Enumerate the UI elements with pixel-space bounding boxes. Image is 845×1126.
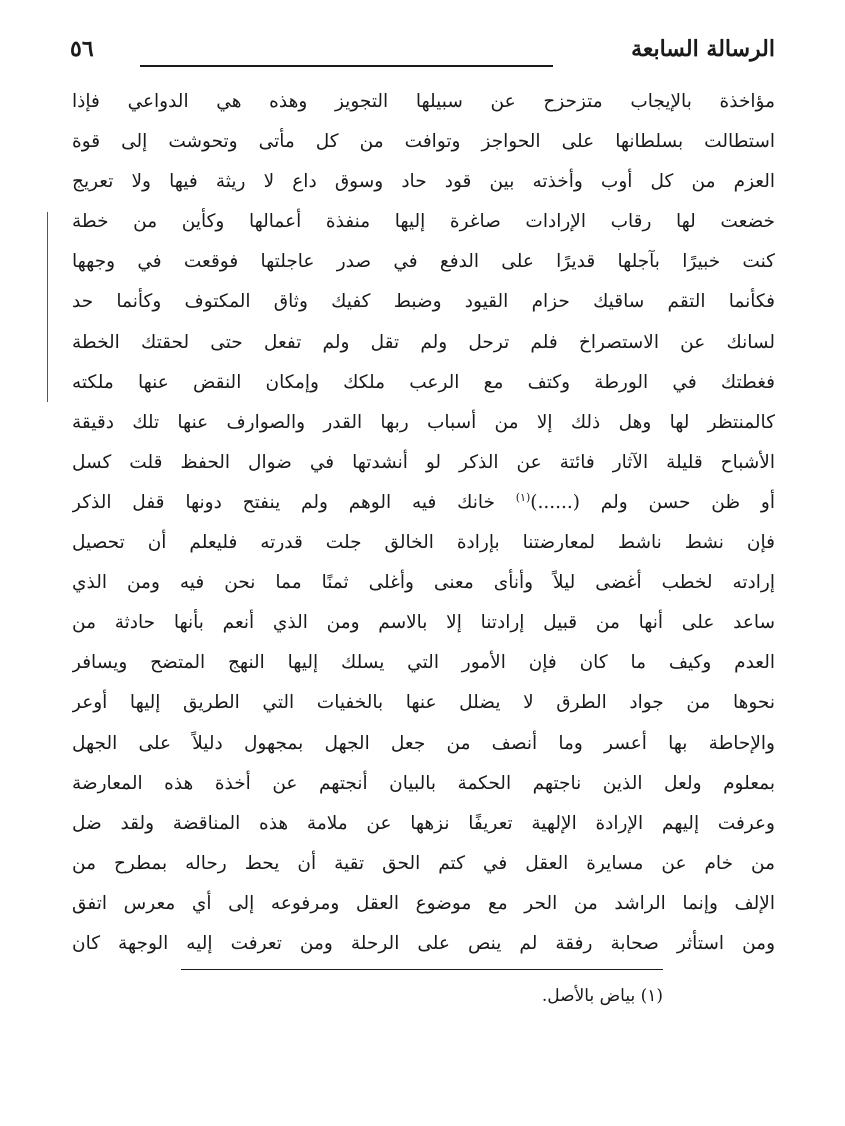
text-line: فكأنما التقم ساقيك حزام القيود وضبط كفيك وثاق المكتوف وكأنما حد: [72, 291, 775, 313]
text-line: من خام عن مسايرة العقل في كتم الحق تقية أن يحط رحاله بمطرح من: [72, 852, 775, 874]
text-line: الإلف وإنما الراشد من الحر مع موضوع العقل ومرفوعه إلى أي معرس اتفق: [72, 892, 775, 914]
page-header: [70, 34, 775, 70]
footnote-reference[interactable]: (١): [515, 490, 531, 504]
text-line: إرادته لخطب أغضى ليلاً وأنأى معنى وأغلى ثمنًا مما نحن فيه ومن الذي: [72, 572, 775, 594]
text-line: كالمنتظر لها وهل ذلك إلا من أسباب ربها القدر والصوارف عنها تلك دقيقة: [72, 411, 775, 433]
text-line: استطالت بسلطانها على الحواجز وتوافت من كل مأتى وتحوشت إلى قوة: [72, 131, 775, 153]
text-line: ومن استأثر صحابة رفقة لم ينص على الرحلة ومن تعرفت إليه الوجهة كان: [72, 932, 775, 954]
page-number: ٥٦: [70, 36, 94, 62]
text-line: فغطتك في الورطة وكتف مع الرعب ملكك وإمكان النقض عنها ملكته: [72, 371, 775, 393]
text-line: العدم وكيف ما كان فإن الأمور التي يسلك إليها النهج المتضح ويسافر: [72, 652, 775, 674]
text-line: العزم من كل أوب وأخذته بين قود حاد وسوق داع لا ريثة فيها ولا تعريج: [72, 171, 775, 193]
text-line: خضعت لها رقاب الإرادات صاغرة إليها منفذة أعمالها وكأين من خطة: [72, 211, 775, 233]
running-title: الرسالة السابعة: [631, 36, 775, 62]
text-line: الأشباح قليلة الآثار فائتة عن الذكر لو أنشدتها في ضوال الحفظ قلت كسل: [72, 451, 775, 473]
text-line: وعرفت إليهم الإرادة الإلهية تعريفًا نزهها عن ملامة هذه المناقضة ولقد ضل: [72, 812, 775, 834]
text-line: كنت خبيرًا بآجلها قديرًا على الدفع في صدر عاجلتها فوقعت في وجهها: [72, 251, 775, 273]
text-line: مؤاخذة بالإيجاب متزحزح عن سبيلها التجويز وهذه هي الدواعي فإذا: [72, 91, 775, 112]
body-text: [72, 82, 775, 964]
text-line-with-footnote: أو ظن حسن ولم (......)$^{(١)}$ خانك فيه الوهم ولم ينفتح دونها قفل الذكر: [72, 490, 775, 513]
text-line: نحوها من جواد الطرق لا يضلل عنها بالخفيات التي الطريق إليها أوعر: [72, 692, 775, 714]
margin-mark: [47, 212, 48, 402]
header-rule: [140, 65, 553, 67]
footnote-rule: [181, 969, 663, 970]
footnote: (١) بياض بالأصل.: [541, 986, 663, 1006]
text-line: لسانك عن الاستصراخ فلم ترحل ولم تقل ولم تفعل حتى لحقتك الخطة: [72, 331, 775, 353]
text-line: بمعلوم ولعل الذين ناجتهم الحكمة بالبيان أنجتهم عن أخذة هذه المعارضة: [72, 772, 775, 794]
text-line: والإحاطة بها أعسر وما أنصف من جعل الجهل بمجهول دليلاً على الجهل: [72, 732, 775, 754]
text-line: ساعد على أنها من قبيل إرادتنا إلا بالاسم ومن الذي أنعم بأنها حادثة من: [72, 612, 775, 634]
text-line: فإن نشط ناشط لمعارضتنا بإرادة الخالق جلت قدرته فليعلم أن تحصيل: [72, 532, 775, 554]
